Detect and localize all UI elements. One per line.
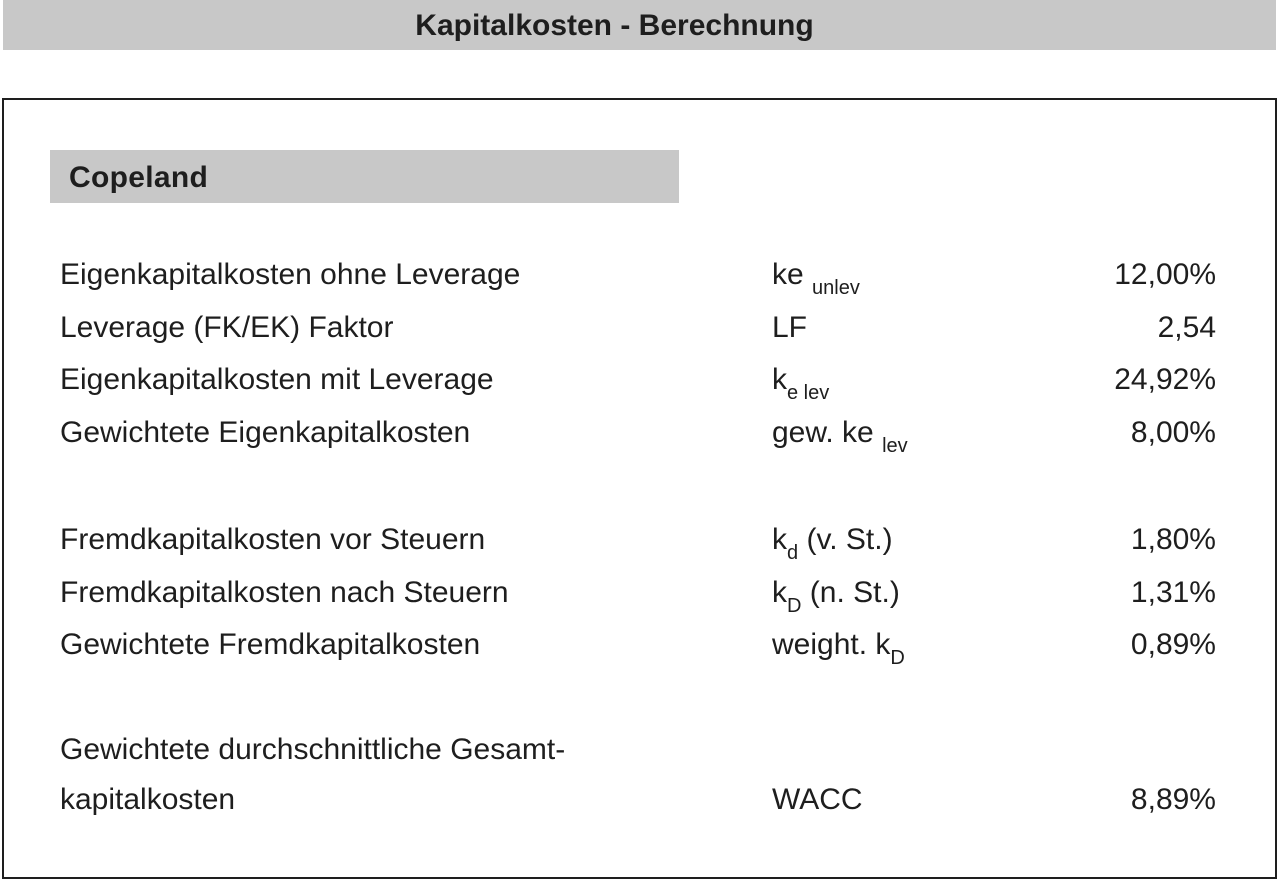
wacc-value: 8,89% bbox=[1130, 783, 1216, 816]
row-value: 1,31% bbox=[1130, 576, 1216, 609]
row-label: Fremdkapitalkosten vor Steuern bbox=[60, 523, 486, 556]
page-title: Kapitalkosten - Berechnung bbox=[415, 9, 814, 42]
table-row bbox=[0, 363, 1279, 403]
wacc-row bbox=[0, 783, 1279, 823]
row-symbol: LF bbox=[772, 311, 808, 344]
wacc-label-line2: kapitalkosten bbox=[60, 783, 236, 816]
row-label: Eigenkapitalkosten mit Leverage bbox=[60, 363, 494, 396]
row-label: Gewichtete Eigenkapitalkosten bbox=[60, 416, 471, 449]
wacc-label-line1-row bbox=[0, 733, 1279, 773]
row-label: Gewichtete Fremdkapitalkosten bbox=[60, 628, 481, 661]
section-title: Copeland bbox=[69, 160, 209, 194]
row-symbol: ke $_{unlev}$ bbox=[772, 258, 860, 299]
row-value: 8,00% bbox=[1130, 416, 1216, 449]
wacc-label-line1: Gewichtete durchschnittliche Gesamt- bbox=[60, 733, 566, 766]
row-symbol: $k_{e lev}$ bbox=[772, 363, 830, 404]
table-row bbox=[0, 628, 1279, 668]
section-header bbox=[50, 150, 679, 203]
row-label: Leverage (FK/EK) Faktor bbox=[60, 311, 394, 344]
row-value: 24,92% bbox=[1114, 363, 1216, 396]
row-value: 1,80% bbox=[1130, 523, 1216, 556]
row-value: 0,89% bbox=[1130, 628, 1216, 661]
row-symbol: weight. $k_D$ bbox=[772, 628, 905, 669]
row-symbol: $k_D$ (n. St.) bbox=[772, 576, 900, 617]
row-label: Fremdkapitalkosten nach Steuern bbox=[60, 576, 509, 609]
row-label: Eigenkapitalkosten ohne Leverage bbox=[60, 258, 521, 291]
table-row bbox=[0, 311, 1279, 351]
row-symbol: $k_d$ (v. St.) bbox=[772, 523, 893, 564]
table-row bbox=[0, 576, 1279, 616]
row-symbol: gew. ke $_{lev}$ bbox=[772, 416, 908, 457]
title-bar bbox=[3, 0, 1276, 50]
row-value: 2,54 bbox=[1157, 311, 1216, 344]
row-value: 12,00% bbox=[1114, 258, 1216, 291]
table-row bbox=[0, 258, 1279, 298]
table-row bbox=[0, 416, 1279, 456]
wacc-symbol: WACC bbox=[772, 783, 863, 816]
table-row bbox=[0, 523, 1279, 563]
